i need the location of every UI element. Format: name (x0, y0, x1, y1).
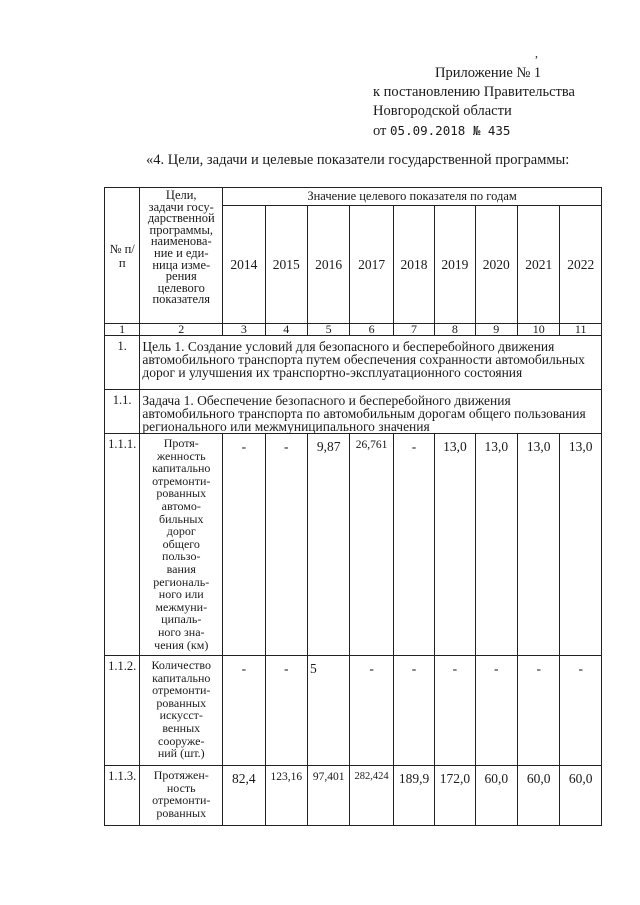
indicator-value: - (393, 656, 434, 766)
indicator-value: - (393, 434, 434, 656)
header-goal (140, 188, 223, 324)
indicator-name (140, 766, 223, 826)
indicator-name-line: отремонти- (152, 473, 211, 488)
row-number: 1. (105, 336, 140, 390)
row-number: 1.1. (105, 390, 140, 434)
header-goal-line: ница изме- (152, 257, 211, 272)
column-number: 7 (393, 324, 434, 336)
indicator-name-line: ного зна- (157, 624, 205, 639)
column-number: 3 (223, 324, 265, 336)
column-number-row (105, 324, 602, 336)
indicator-value: 60,0 (518, 766, 560, 826)
indicator-name-line: рованных (156, 805, 207, 820)
column-number: 4 (265, 324, 307, 336)
appendix-title: Приложение № 1 (435, 65, 542, 81)
indicator-value: - (223, 656, 265, 766)
indicator-name-line: дорог (166, 524, 196, 539)
indicator-name-line: чения (км) (154, 637, 209, 652)
indicator-name-line: Протя- (163, 436, 199, 450)
header-year: 2017 (350, 206, 393, 324)
indicator-name-line: ципаль- (161, 612, 202, 627)
indicator-value: 172,0 (435, 766, 475, 826)
indicator-row (105, 766, 602, 826)
goal-text: Цель 1. Создание условий для безопасного и бесперебойного движения автомобильного транспорта путем обеспечения сохранности автомобильных дорог и улучшения их транспортно-эксплуатационного состояния (140, 336, 602, 390)
date-prefix: от (373, 123, 387, 139)
column-number: 10 (518, 324, 560, 336)
column-number: 9 (475, 324, 517, 336)
indicator-name-line: капитально (152, 461, 211, 476)
indicator-name-line: ность (166, 780, 196, 795)
goal-row (105, 336, 602, 390)
indicator-name-line: венных (162, 720, 201, 735)
indicator-value: 60,0 (475, 766, 517, 826)
indicator-value: - (475, 656, 517, 766)
indicator-value: 5 (307, 656, 349, 766)
goals-table (104, 187, 602, 826)
appendix-line-2: к постановлению Правительства (373, 84, 575, 100)
column-number: 8 (435, 324, 475, 336)
indicator-name-line: рованных (156, 486, 207, 501)
indicator-name-line: женность (156, 448, 206, 463)
task-row (105, 390, 602, 434)
header-goal-line: показателя (152, 292, 211, 307)
indicator-name-line: общего (162, 536, 200, 551)
section-title: «4. Цели, задачи и целевые показатели государственной программы: (146, 152, 570, 168)
header-goal-line: Цели, (165, 188, 197, 202)
indicator-name-line: ного или (158, 587, 204, 602)
header-year: 2021 (518, 206, 560, 324)
header-goal-line: рения (165, 269, 197, 284)
date-stamp: 05.09.2018 № 435 (390, 123, 511, 138)
indicator-name-line: Протяжен- (153, 768, 209, 782)
page-mark: , (535, 46, 538, 60)
row-number: 1.1.3. (105, 766, 140, 826)
indicator-value: - (265, 434, 307, 656)
header-year: 2018 (393, 206, 434, 324)
header-goal-line: ние и еди- (154, 245, 209, 260)
column-number: 2 (140, 324, 223, 336)
indicator-value: - (350, 656, 393, 766)
indicator-name-line: сооруже- (158, 733, 205, 748)
indicator-name-line: межмуни- (155, 599, 208, 614)
appendix-date-line (373, 121, 575, 141)
appendix-line-3: Новгородской области (373, 103, 512, 119)
header-year: 2016 (307, 206, 349, 324)
row-number: 1.1.2. (105, 656, 140, 766)
indicator-value: 282,424 (350, 766, 393, 826)
indicator-name-line: Количество (151, 658, 211, 672)
indicator-name-line: автомо- (161, 498, 201, 513)
indicator-value: 82,4 (223, 766, 265, 826)
row-number: 1.1.1. (105, 434, 140, 656)
indicator-value: 97,401 (307, 766, 349, 826)
indicator-value: 13,0 (518, 434, 560, 656)
indicator-value: - (223, 434, 265, 656)
indicator-row (105, 656, 602, 766)
column-number: 6 (350, 324, 393, 336)
indicator-value: 60,0 (560, 766, 602, 826)
indicator-value: 13,0 (435, 434, 475, 656)
column-number: 1 (105, 324, 140, 336)
indicator-name-line: отремонти- (152, 683, 211, 698)
indicator-row (105, 434, 602, 656)
indicator-name-line: капитально (152, 670, 211, 685)
indicator-value: - (265, 656, 307, 766)
indicator-name-line: пользо- (162, 549, 201, 564)
indicator-value: 9,87 (307, 434, 349, 656)
indicator-value: 26,761 (350, 434, 393, 656)
header-num: № п/п (105, 188, 140, 324)
header-goal-line: задачи госу- (148, 199, 214, 214)
column-number: 11 (560, 324, 602, 336)
header-goal-line: целевого (157, 280, 205, 295)
indicator-value: - (518, 656, 560, 766)
header-year: 2015 (265, 206, 307, 324)
indicator-value: 189,9 (393, 766, 434, 826)
indicator-name-line: отремонти- (152, 793, 211, 808)
indicator-name-line: ний (шт.) (157, 746, 205, 761)
indicator-value: - (435, 656, 475, 766)
indicator-name-line: искусст- (159, 708, 203, 723)
header-year: 2019 (435, 206, 475, 324)
indicator-name-line: рованных (156, 695, 207, 710)
indicator-name-line: бильных (159, 511, 204, 526)
header-year: 2020 (475, 206, 517, 324)
appendix-block (373, 64, 575, 141)
indicator-name (140, 656, 223, 766)
header-goal-line: дарственной (147, 211, 215, 226)
header-values-caption: Значение целевого показателя по годам (223, 188, 602, 206)
indicator-value: - (560, 656, 602, 766)
indicator-name (140, 434, 223, 656)
header-year: 2022 (560, 206, 602, 324)
indicator-value: 13,0 (560, 434, 602, 656)
task-text: Задача 1. Обеспечение безопасного и бесперебойного движения автомобильного транспорта по автомобильным дорогам общего пользования регионального или межмуниципального значения (140, 390, 602, 434)
indicator-value: 123,16 (265, 766, 307, 826)
indicator-value: 13,0 (475, 434, 517, 656)
column-number: 5 (307, 324, 349, 336)
indicator-name-line: региональ- (153, 574, 210, 589)
header-year: 2014 (223, 206, 265, 324)
header-goal-line: наименова- (150, 234, 212, 249)
header-row (105, 188, 602, 206)
header-goal-line: программы, (149, 222, 213, 237)
indicator-name-line: вания (166, 561, 196, 576)
